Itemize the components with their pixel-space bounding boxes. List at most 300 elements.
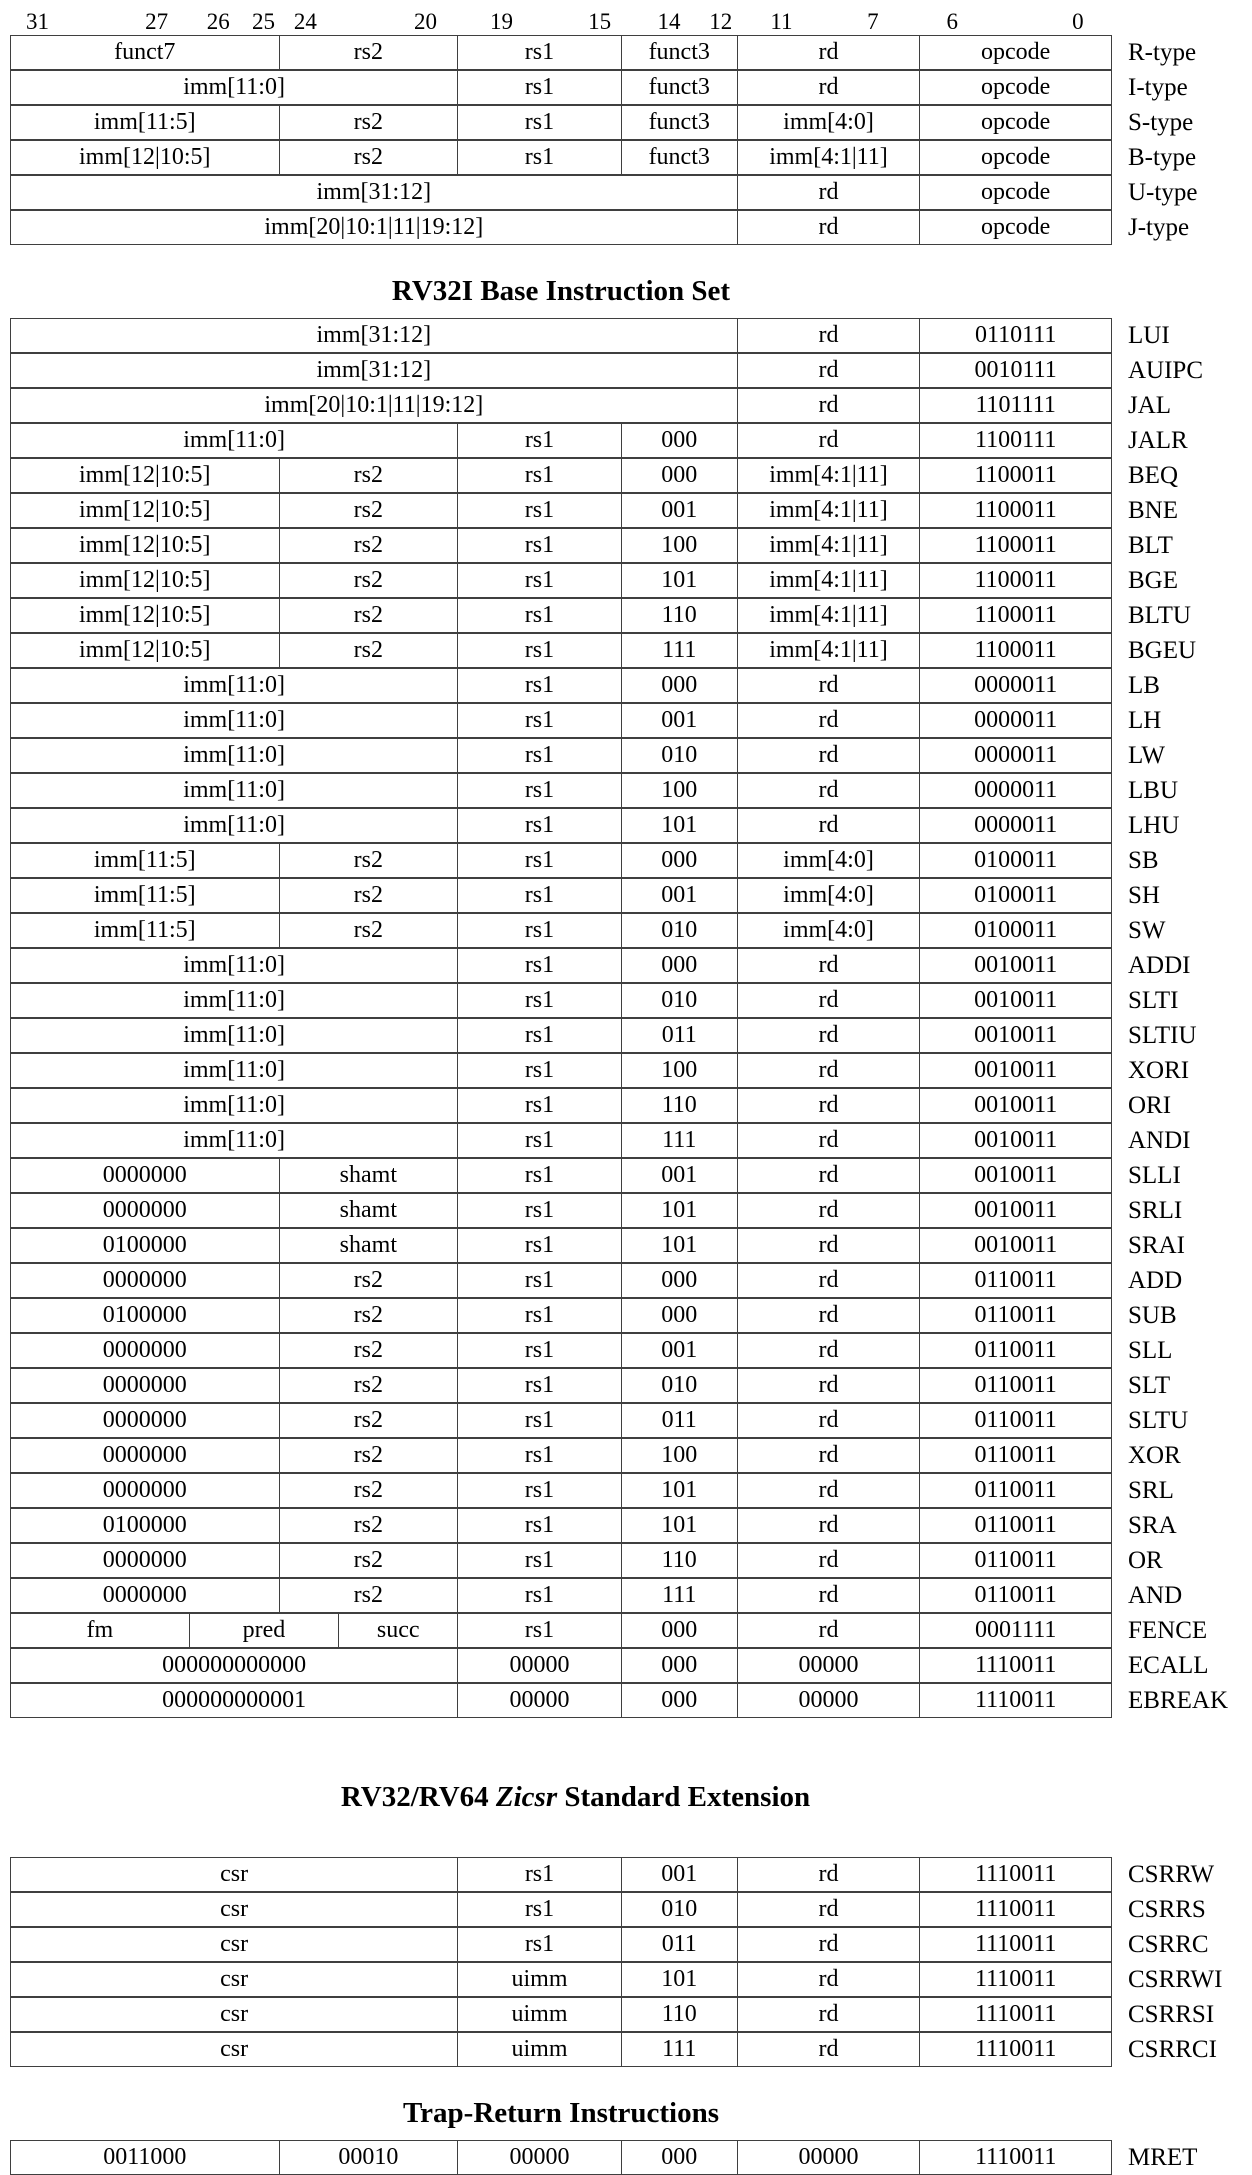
field-cell-rd: rd: [737, 949, 920, 982]
instruction-row: [10, 318, 1250, 353]
field-cell-rd: imm[4:1|11]: [737, 634, 920, 667]
field-cell-funct7: imm[11:5]: [93, 882, 196, 908]
instruction-name: SLLI: [1128, 1161, 1181, 1189]
field-cell-funct3: 101: [621, 1229, 737, 1262]
field-cell-rs1: rs1: [457, 1264, 621, 1297]
instruction-row: [10, 1892, 1250, 1927]
field-cell-imm12: csr: [220, 1966, 249, 1992]
zicsr-title-post: Standard Extension: [557, 1781, 811, 1813]
field-cell-rd: rd: [737, 211, 920, 244]
instruction-name: FENCE: [1128, 1616, 1208, 1644]
field-cell-funct3: funct3: [621, 36, 737, 69]
field-cell-rs2: rs2: [279, 1439, 458, 1472]
instruction-name: B-type: [1128, 143, 1197, 171]
field-cell-imm12: imm[11:0]: [183, 707, 285, 733]
field-cell-opcode: 1110011: [919, 1963, 1111, 1996]
field-cell-funct3: 000: [621, 424, 737, 457]
field-cell-rs2: rs2: [279, 494, 458, 527]
field-cell-funct3: 001: [621, 1858, 737, 1891]
field-cell-opcode: 0100011: [919, 879, 1111, 912]
instruction-row: [10, 2140, 1250, 2175]
instruction-row: [10, 175, 1250, 210]
field-cell-opcode: 0110011: [919, 1369, 1111, 1402]
field-cell-funct3: 111: [621, 1124, 737, 1157]
field-cell-imm12: 000000000001: [162, 1687, 307, 1713]
instruction-name: BGEU: [1128, 636, 1197, 664]
bitfield-box: [10, 1613, 1112, 1648]
field-cell-rs1: uimm: [457, 1963, 621, 1996]
bit-index-label: 7: [867, 9, 879, 34]
field-cell-rs1: rs1: [457, 1509, 621, 1542]
instruction-name: SLTI: [1128, 986, 1179, 1014]
instruction-row: [10, 105, 1250, 140]
instruction-row: [10, 70, 1250, 105]
field-cell-funct3: 101: [621, 1963, 737, 1996]
instruction-row: [10, 458, 1250, 493]
format-table: [10, 35, 1250, 245]
field-cell-rd: rd: [737, 1998, 920, 2031]
field-cell-imm12: imm[11:0]: [183, 1092, 285, 1118]
section-title-rv32i: RV32I Base Instruction Set: [391, 275, 731, 307]
instruction-row: [10, 140, 1250, 175]
instruction-name: SRL: [1128, 1476, 1174, 1504]
instruction-name: CSRRC: [1128, 1930, 1209, 1958]
field-cell-rd: rd: [737, 1334, 920, 1367]
field-cell-rd: rd: [737, 774, 920, 807]
bit-index-label: 6: [946, 9, 958, 34]
field-cell-funct7: imm[12|10:5]: [79, 532, 211, 558]
field-cell-opcode: 0000011: [919, 774, 1111, 807]
bitfield-box: [10, 1578, 1112, 1613]
field-cell-opcode: 0000011: [919, 669, 1111, 702]
field-cell-funct7: 0000000: [102, 1267, 187, 1293]
field-cell-funct7: 0000000: [102, 1407, 187, 1433]
field-cell-funct3: 110: [621, 1998, 737, 2031]
field-cell-opcode: 1110011: [919, 2141, 1111, 2174]
bit-index-label: 27: [145, 9, 169, 34]
field-cell-rs2: rs2: [279, 106, 458, 139]
field-cell-opcode: 1110011: [919, 1928, 1111, 1961]
instruction-name: ECALL: [1128, 1651, 1209, 1679]
field-cell-rs2: 00010: [279, 2141, 458, 2174]
field-cell-funct3: 000: [621, 844, 737, 877]
instruction-name: AND: [1128, 1581, 1183, 1609]
field-cell-funct7: 0100000: [102, 1232, 187, 1258]
instruction-row: [10, 983, 1250, 1018]
instruction-row: [10, 1018, 1250, 1053]
field-cell-imm12: imm[11:0]: [183, 987, 285, 1013]
instruction-name: LH: [1128, 706, 1162, 734]
instruction-name: CSRRWI: [1128, 1965, 1223, 1993]
instruction-name: SH: [1128, 881, 1160, 909]
field-cell-funct3: 001: [621, 494, 737, 527]
field-cell-opcode: 1100111: [919, 424, 1111, 457]
bitfield-box: [10, 913, 1112, 948]
field-cell-rd: rd: [737, 1509, 920, 1542]
instruction-row: [10, 1508, 1250, 1543]
field-cell-funct3: 111: [621, 2033, 737, 2066]
instruction-row: [10, 598, 1250, 633]
field-cell-rs1: rs1: [457, 879, 621, 912]
bitfield-box: [10, 878, 1112, 913]
bitfield-box: [10, 808, 1112, 843]
field-cell-rd: rd: [737, 1264, 920, 1297]
field-cell-rd: rd: [737, 354, 920, 387]
bitfield-box: [10, 458, 1112, 493]
field-cell-imm12: csr: [220, 1896, 249, 1922]
zicsr-title-italic: Zicsr: [495, 1781, 558, 1813]
field-cell-rd: rd: [737, 1054, 920, 1087]
field-cell-opcode: 1100011: [919, 634, 1111, 667]
instruction-name: LBU: [1128, 776, 1178, 804]
field-cell-imm12: imm[11:0]: [183, 742, 285, 768]
field-cell-funct7: imm[12|10:5]: [79, 497, 211, 523]
field-cell-rs2: rs2: [279, 1369, 458, 1402]
field-cell-rs1: rs1: [457, 1369, 621, 1402]
bitfield-box: [10, 1298, 1112, 1333]
instruction-row: [10, 1403, 1250, 1438]
bit-index-label: 12: [709, 9, 733, 34]
field-cell-funct3: 110: [621, 1544, 737, 1577]
field-cell-rd: rd: [737, 319, 920, 352]
field-cell-rd: rd: [737, 36, 920, 69]
field-cell-funct3: 101: [621, 1474, 737, 1507]
field-cell-rs2: rs2: [279, 459, 458, 492]
field-cell-rs1: rs1: [457, 1579, 621, 1612]
field-cell-funct7: 0000000: [102, 1442, 187, 1468]
field-cell-rs1: rs1: [457, 106, 621, 139]
field-cell-funct3: funct3: [621, 106, 737, 139]
field-cell-funct7: 0011000: [103, 2144, 187, 2170]
field-cell-funct3: 000: [621, 2141, 737, 2174]
field-cell-rs2: shamt: [279, 1229, 458, 1262]
field-cell-opcode: 0010011: [919, 1159, 1111, 1192]
field-cell-opcode: 1110011: [919, 1893, 1111, 1926]
field-cell-rd: rd: [737, 2033, 920, 2066]
field-cell-funct3: 000: [621, 1649, 737, 1682]
field-cell-funct3: 011: [621, 1928, 737, 1961]
bitfield-box: [10, 1508, 1112, 1543]
field-cell-imm12: imm[11:0]: [183, 777, 285, 803]
field-cell-rs1: rs1: [457, 564, 621, 597]
field-cell-opcode: opcode: [919, 106, 1111, 139]
bitfield-box: [10, 1857, 1112, 1892]
field-cell-funct7: imm[11:5]: [93, 917, 196, 943]
bitfield-box: [10, 1403, 1112, 1438]
field-cell-rs2: rs2: [279, 36, 458, 69]
field-cell-rs1: rs1: [457, 914, 621, 947]
field-cell-rs1: rs1: [457, 809, 621, 842]
field-cell-rs2: rs2: [279, 599, 458, 632]
field-cell-rs1: rs1: [457, 1474, 621, 1507]
instruction-row: [10, 1962, 1250, 1997]
field-cell-imm20: imm[31:12]: [316, 179, 432, 205]
bit-index-label: 24: [293, 9, 317, 34]
field-cell-funct7: imm[12|10:5]: [79, 567, 211, 593]
field-cell-funct3: 010: [621, 1369, 737, 1402]
instruction-name: EBREAK: [1128, 1686, 1228, 1714]
field-cell-opcode: 0110011: [919, 1474, 1111, 1507]
field-cell-rs2: rs2: [279, 1334, 458, 1367]
field-cell-opcode: 0110011: [919, 1509, 1111, 1542]
rv32i-table: [10, 318, 1250, 1718]
field-cell-rd: 00000: [737, 1684, 920, 1717]
instruction-name: LUI: [1128, 321, 1170, 349]
bitfield-box: [10, 1228, 1112, 1263]
instruction-row: [10, 1648, 1250, 1683]
field-cell-funct7: imm[12|10:5]: [79, 602, 211, 628]
instruction-row: [10, 1263, 1250, 1298]
bitfield-box: [10, 1368, 1112, 1403]
field-cell-funct3: 011: [621, 1404, 737, 1437]
field-cell-fm: fm: [86, 1617, 114, 1643]
bitfield-box: [10, 1473, 1112, 1508]
instruction-name: R-type: [1128, 38, 1197, 66]
field-cell-opcode: 0000011: [919, 809, 1111, 842]
bitfield-box: [10, 668, 1112, 703]
instruction-row: [10, 1158, 1250, 1193]
instruction-name: JAL: [1128, 391, 1172, 419]
bitfield-box: [10, 528, 1112, 563]
field-cell-opcode: 0010111: [919, 354, 1111, 387]
bitfield-box: [10, 1088, 1112, 1123]
field-cell-rs1: rs1: [457, 984, 621, 1017]
instruction-row: [10, 1368, 1250, 1403]
field-cell-rs2: rs2: [279, 1404, 458, 1437]
field-cell-imm12: csr: [220, 1931, 249, 1957]
field-cell-rs1: rs1: [457, 634, 621, 667]
field-cell-opcode: opcode: [919, 211, 1111, 244]
field-cell-rs1: rs1: [457, 71, 621, 104]
field-cell-rd: rd: [737, 1019, 920, 1052]
field-cell-funct3: 010: [621, 1893, 737, 1926]
instruction-row: [10, 668, 1250, 703]
field-cell-pred: pred: [189, 1614, 339, 1647]
field-cell-funct3: 000: [621, 1614, 737, 1647]
bit-index-label: 14: [657, 9, 681, 34]
field-cell-rd: rd: [737, 1124, 920, 1157]
field-cell-rs1: uimm: [457, 2033, 621, 2066]
field-cell-rs1: rs1: [457, 1928, 621, 1961]
field-cell-rd: rd: [737, 1299, 920, 1332]
instruction-row: [10, 1088, 1250, 1123]
field-cell-rd: rd: [737, 424, 920, 457]
field-cell-rs2: rs2: [279, 1264, 458, 1297]
bitfield-box: [10, 1438, 1112, 1473]
instruction-name: SLTU: [1128, 1406, 1189, 1434]
field-cell-opcode: 1100011: [919, 564, 1111, 597]
instruction-name: CSRRSI: [1128, 2000, 1215, 2028]
field-cell-opcode: 0000011: [919, 739, 1111, 772]
field-cell-rd: rd: [737, 809, 920, 842]
field-cell-imm12: csr: [220, 1861, 249, 1887]
field-cell-imm12: imm[11:0]: [183, 1022, 285, 1048]
field-cell-rd: rd: [737, 389, 920, 422]
field-cell-rs1: rs1: [457, 1229, 621, 1262]
instruction-name: OR: [1128, 1546, 1163, 1574]
field-cell-rd: rd: [737, 739, 920, 772]
field-cell-opcode: 0010011: [919, 1019, 1111, 1052]
field-cell-rs1: rs1: [457, 599, 621, 632]
field-cell-rd: rd: [737, 176, 920, 209]
field-cell-rs1: rs1: [457, 1159, 621, 1192]
bitfield-box: [10, 1892, 1112, 1927]
field-cell-funct7: funct7: [114, 39, 176, 65]
field-cell-succ: succ: [338, 1614, 457, 1647]
field-cell-rd: rd: [737, 1544, 920, 1577]
field-cell-rs1: rs1: [457, 669, 621, 702]
instruction-name: J-type: [1128, 213, 1190, 241]
field-cell-funct3: 000: [621, 949, 737, 982]
instruction-name: XORI: [1128, 1056, 1190, 1084]
field-cell-rs1: rs1: [457, 1858, 621, 1891]
field-cell-rs2: rs2: [279, 564, 458, 597]
field-cell-opcode: 1110011: [919, 1684, 1111, 1717]
bit-index-label: 11: [770, 9, 793, 34]
instruction-row: [10, 1053, 1250, 1088]
bitfield-box: [10, 1053, 1112, 1088]
field-cell-rd: rd: [737, 704, 920, 737]
field-cell-imm12: imm[11:0]: [183, 812, 285, 838]
bitfield-box: [10, 70, 1112, 105]
field-cell-funct3: 001: [621, 1334, 737, 1367]
field-cell-rs1: rs1: [457, 1893, 621, 1926]
instruction-row: [10, 353, 1250, 388]
instruction-row: [10, 738, 1250, 773]
instruction-row: [10, 528, 1250, 563]
field-cell-funct7: 0100000: [102, 1302, 187, 1328]
field-cell-rd: imm[4:0]: [737, 844, 920, 877]
section-title-trap-return: Trap-Return Instructions: [402, 2097, 720, 2129]
field-cell-imm12: csr: [220, 2036, 249, 2062]
field-cell-funct7: 0000000: [102, 1162, 187, 1188]
instruction-name: AUIPC: [1128, 356, 1204, 384]
field-cell-funct3: 000: [621, 1299, 737, 1332]
instruction-name: JALR: [1128, 426, 1188, 454]
field-cell-rs2: rs2: [279, 529, 458, 562]
field-cell-funct3: 100: [621, 774, 737, 807]
instruction-name: LB: [1128, 671, 1160, 699]
field-cell-rd: 00000: [737, 1649, 920, 1682]
field-cell-rs1: rs1: [457, 844, 621, 877]
field-cell-funct3: 000: [621, 459, 737, 492]
field-cell-funct7: imm[11:5]: [93, 847, 196, 873]
field-cell-rd: rd: [737, 1963, 920, 1996]
field-cell-rd: rd: [737, 71, 920, 104]
field-cell-rs1: rs1: [457, 704, 621, 737]
field-cell-opcode: 1110011: [919, 1998, 1111, 2031]
field-cell-imm20: imm[31:12]: [316, 357, 432, 383]
bit-index-label: 20: [413, 9, 437, 34]
field-cell-funct3: funct3: [621, 141, 737, 174]
field-cell-rs1: 00000: [457, 1649, 621, 1682]
field-cell-funct3: 001: [621, 879, 737, 912]
field-cell-rd: rd: [737, 1579, 920, 1612]
field-cell-funct3: funct3: [621, 71, 737, 104]
instruction-row: [10, 1997, 1250, 2032]
field-cell-funct3: 001: [621, 1159, 737, 1192]
instruction-name: BEQ: [1128, 461, 1178, 489]
instruction-name: CSRRCI: [1128, 2035, 1217, 2063]
field-cell-rs1: rs1: [457, 1194, 621, 1227]
bit-index-label: 15: [588, 9, 612, 34]
field-cell-rs1: rs1: [457, 1089, 621, 1122]
instruction-name: SLT: [1128, 1371, 1171, 1399]
field-cell-imm12: 000000000000: [162, 1652, 307, 1678]
instruction-name: SLTIU: [1128, 1021, 1197, 1049]
bitfield-box: [10, 1018, 1112, 1053]
bitfield-box: [10, 703, 1112, 738]
field-cell-rs1: rs1: [457, 1334, 621, 1367]
field-cell-rd: rd: [737, 1439, 920, 1472]
trap-return-table: [10, 2140, 1250, 2175]
field-cell-rd: rd: [737, 1614, 920, 1647]
bit-position-ruler: [10, 8, 1112, 35]
field-cell-opcode: 0110011: [919, 1264, 1111, 1297]
field-cell-rs2: shamt: [279, 1159, 458, 1192]
instruction-name: ORI: [1128, 1091, 1172, 1119]
field-cell-rs1: 00000: [457, 1684, 621, 1717]
bitfield-box: [10, 493, 1112, 528]
field-cell-opcode: 0110111: [919, 319, 1111, 352]
field-cell-opcode: 0100011: [919, 844, 1111, 877]
bitfield-box: [10, 105, 1112, 140]
instruction-name: MRET: [1128, 2143, 1198, 2171]
bitfield-box: [10, 175, 1112, 210]
instruction-row: [10, 948, 1250, 983]
bit-index-label: 19: [489, 9, 513, 34]
field-cell-funct3: 110: [621, 599, 737, 632]
field-cell-rs1: rs1: [457, 774, 621, 807]
field-cell-rs1: rs1: [457, 1614, 621, 1647]
field-cell-rd: 00000: [737, 2141, 920, 2174]
instruction-row: [10, 808, 1250, 843]
field-cell-rs1: 00000: [457, 2141, 621, 2174]
field-cell-funct3: 010: [621, 914, 737, 947]
instruction-row: [10, 1613, 1250, 1648]
field-cell-rs1: rs1: [457, 1404, 621, 1437]
bitfield-box: [10, 738, 1112, 773]
field-cell-rd: rd: [737, 1474, 920, 1507]
bit-index-label: 26: [206, 9, 230, 34]
instruction-row: [10, 1857, 1250, 1892]
field-cell-rd: rd: [737, 1369, 920, 1402]
instruction-name: CSRRW: [1128, 1860, 1215, 1888]
bitfield-box: [10, 35, 1112, 70]
field-cell-rs1: rs1: [457, 949, 621, 982]
field-cell-opcode: 0110011: [919, 1439, 1111, 1472]
instruction-row: [10, 633, 1250, 668]
instruction-name: SLL: [1128, 1336, 1173, 1364]
bit-index-label: 0: [1072, 9, 1084, 34]
field-cell-imm12: imm[11:0]: [183, 427, 285, 453]
field-cell-rs1: rs1: [457, 1299, 621, 1332]
instruction-name: U-type: [1128, 178, 1198, 206]
field-cell-opcode: 0100011: [919, 914, 1111, 947]
instruction-name: BLT: [1128, 531, 1173, 559]
field-cell-rd: imm[4:0]: [737, 914, 920, 947]
instruction-name: BGE: [1128, 566, 1178, 594]
field-cell-funct3: 101: [621, 809, 737, 842]
field-cell-opcode: 0110011: [919, 1579, 1111, 1612]
instruction-name: BNE: [1128, 496, 1178, 524]
field-cell-imm12: imm[11:0]: [183, 1057, 285, 1083]
bitfield-box: [10, 2032, 1112, 2067]
bitfield-box: [10, 1263, 1112, 1298]
instruction-row: [10, 493, 1250, 528]
field-cell-rd: rd: [737, 1089, 920, 1122]
instruction-name: S-type: [1128, 108, 1194, 136]
